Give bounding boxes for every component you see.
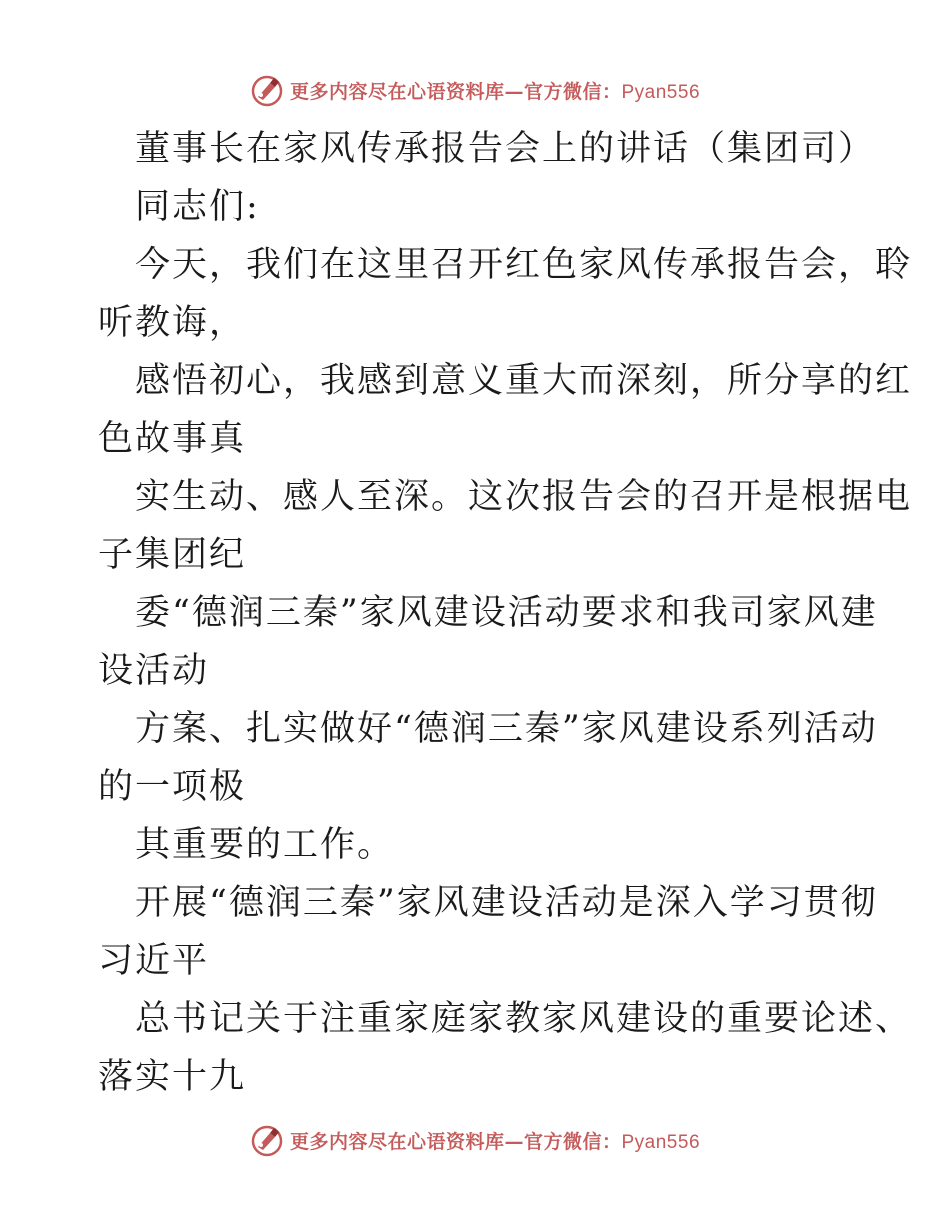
watermark-cn-text: 更多内容尽在心语资料库—官方微信：	[289, 80, 622, 103]
watermark-wechat-id: Pyan556	[621, 81, 701, 103]
paragraph-line: 设活动	[98, 651, 210, 691]
footer-watermark-banner	[0, 1120, 950, 1160]
paragraph-line: 的一项极	[98, 767, 247, 807]
footer-watermark-text	[290, 1127, 700, 1154]
salutation: 同志们:	[135, 187, 260, 227]
paragraph-line: 落实十九	[98, 1057, 247, 1097]
document-title: 董事长在家风传承报告会上的讲话（集团司）	[135, 129, 876, 169]
paragraph-line: 色故事真	[98, 419, 247, 459]
header-watermark-text	[290, 77, 700, 104]
paragraph-line: 子集团纪	[98, 535, 247, 575]
paragraph-line: 其重要的工作。	[135, 825, 395, 865]
header-watermark-banner	[0, 70, 950, 110]
pen-logo-icon	[250, 73, 284, 107]
watermark-cn-text: 更多内容尽在心语资料库—官方微信：	[289, 1130, 622, 1153]
paragraph-line: 实生动、感人至深。这次报告会的召开是根据电	[135, 477, 913, 517]
paragraph-line: 感悟初心，我感到意义重大而深刻，所分享的红	[135, 361, 913, 401]
watermark-wechat-id: Pyan556	[621, 1131, 701, 1153]
paragraph-line: 今天，我们在这里召开红色家风传承报告会，聆	[135, 245, 913, 285]
paragraph-line: 听教诲，	[98, 303, 247, 343]
paragraph-line: 开展“德润三秦”家风建设活动是深入学习贯彻	[135, 883, 878, 923]
paragraph-line: 总书记关于注重家庭家教家风建设的重要论述、	[135, 999, 913, 1039]
paragraph-line: 委“德润三秦”家风建设活动要求和我司家风建	[135, 593, 878, 633]
paragraph-line: 方案、扎实做好“德润三秦”家风建设系列活动	[135, 709, 878, 749]
document-body	[98, 120, 913, 1106]
paragraph-line: 习近平	[98, 941, 210, 981]
pen-logo-icon	[250, 1123, 284, 1157]
